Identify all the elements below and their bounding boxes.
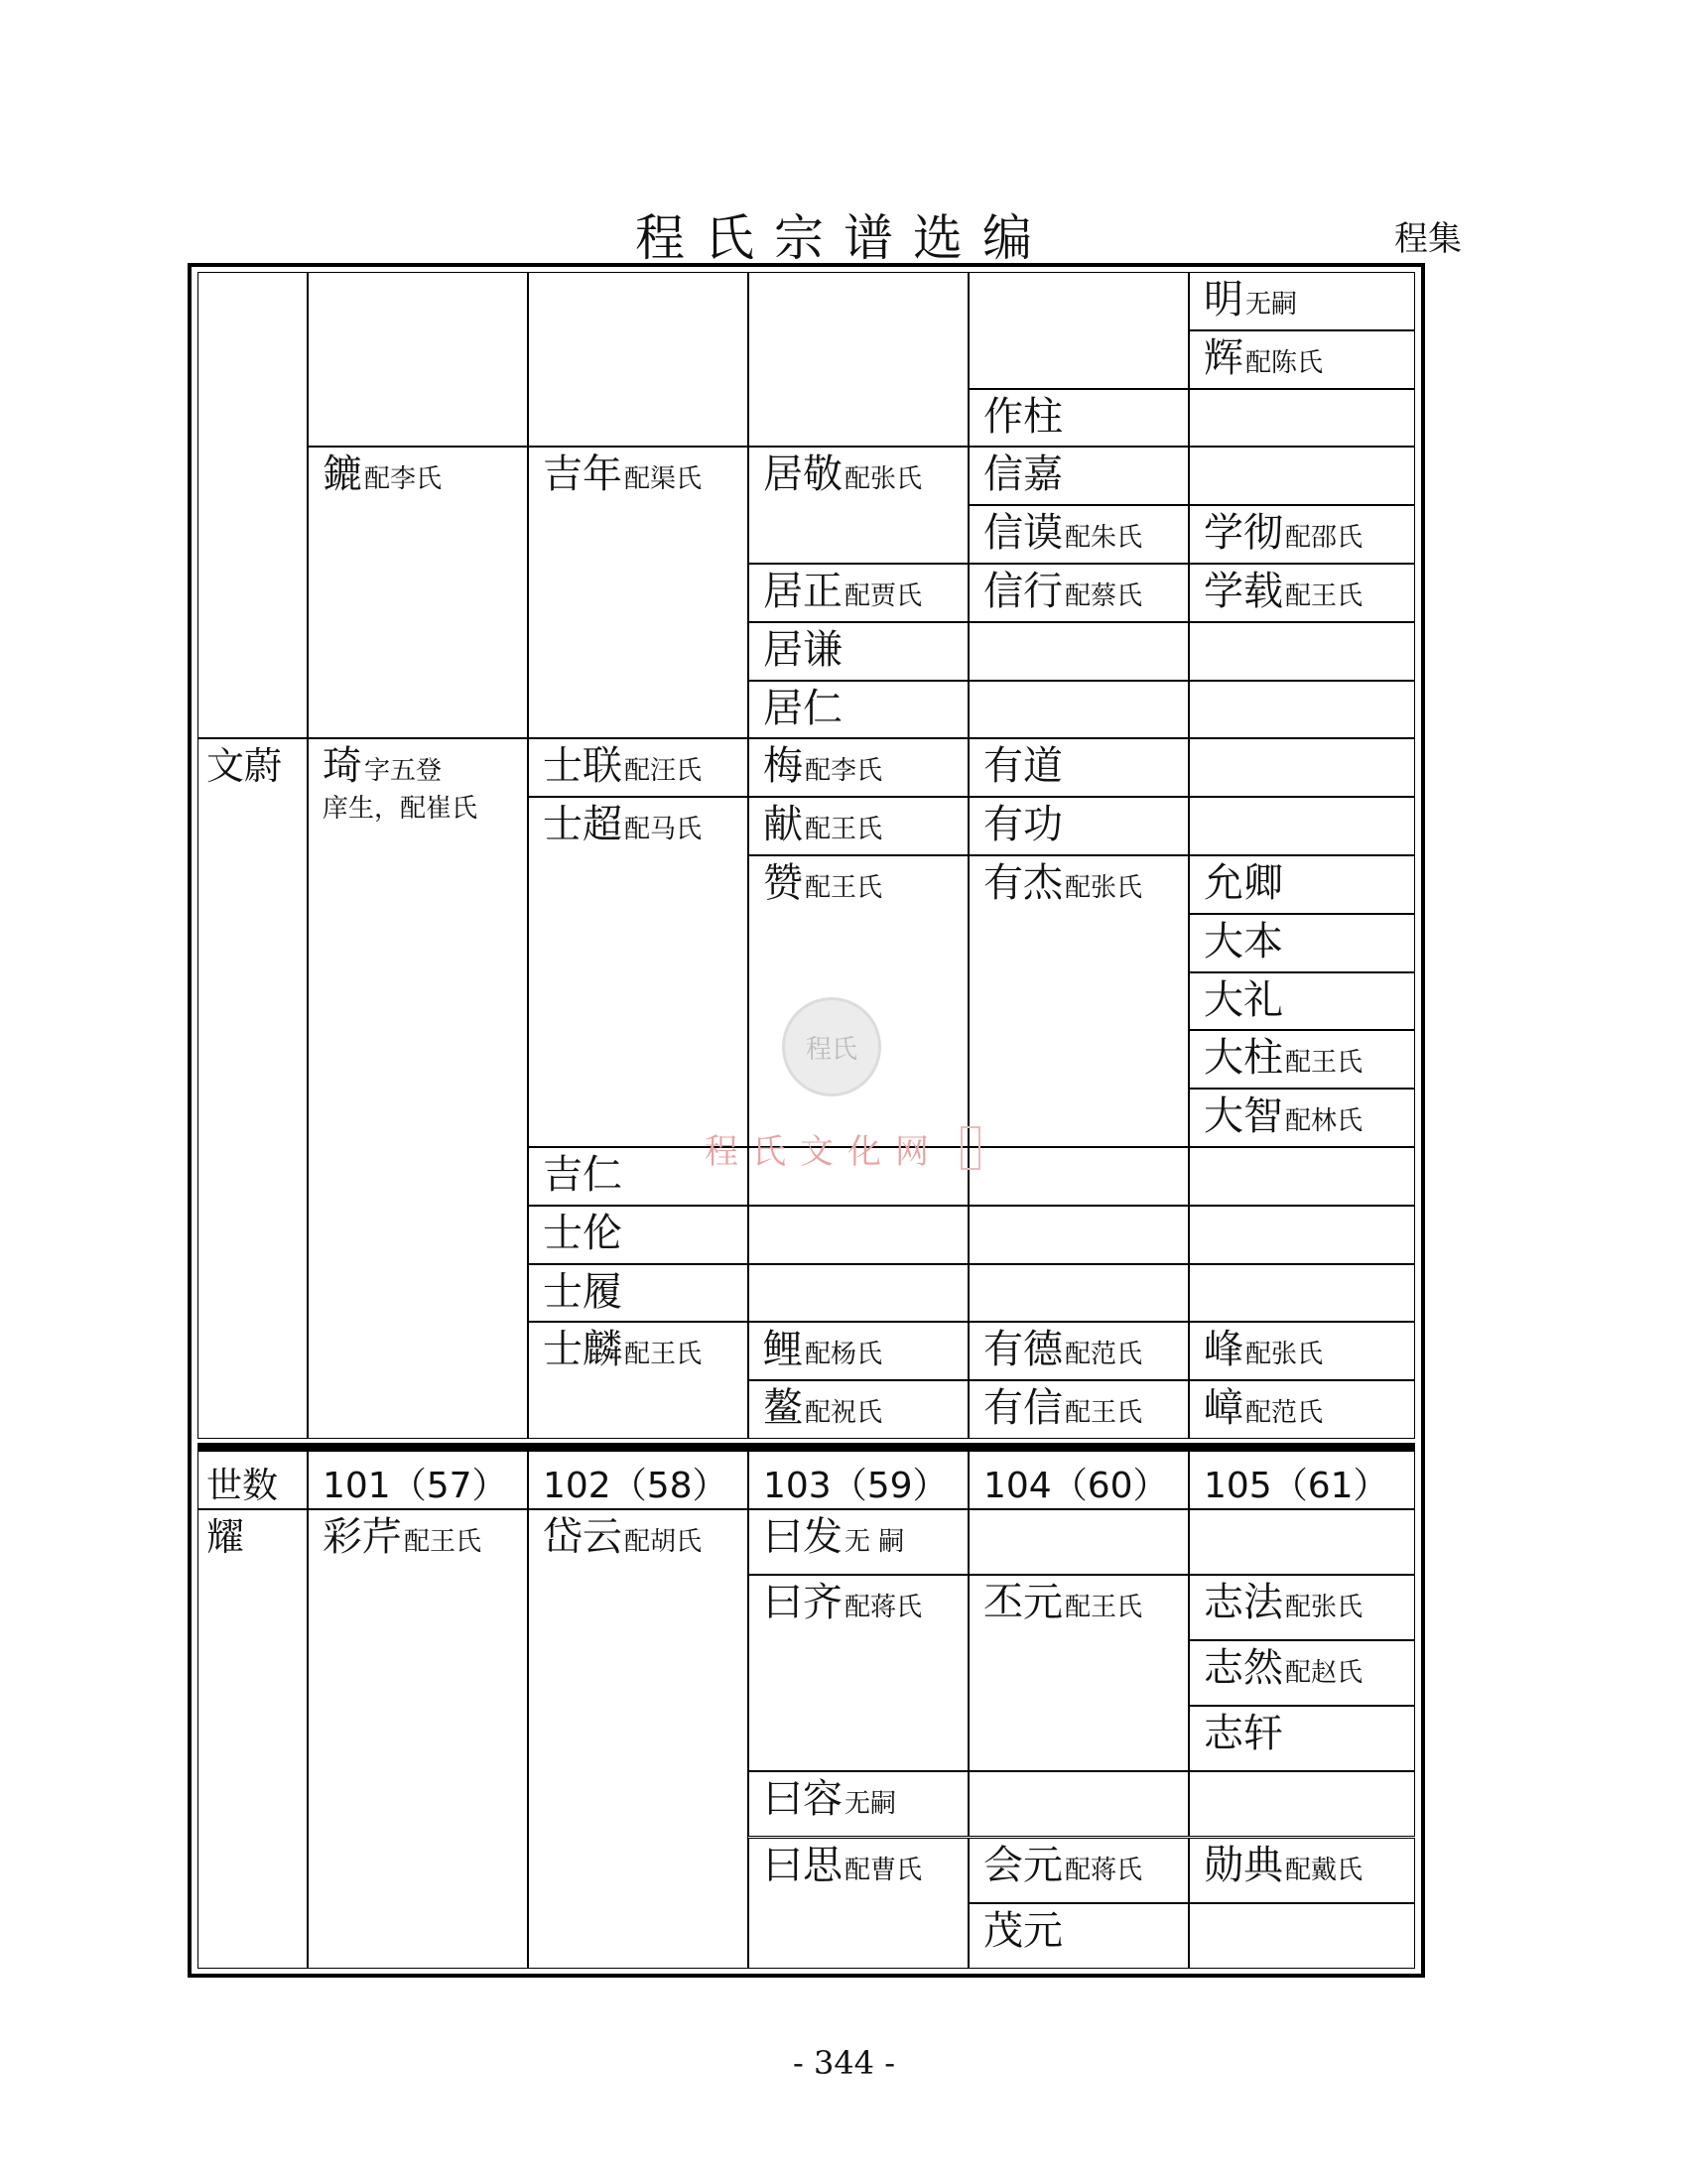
member-spouse: 配王氏 [1065,1593,1143,1623]
member-spouse: 无嗣 [844,1789,897,1820]
empty-cell [748,1264,969,1323]
member-cell [748,738,969,797]
member-name: 作柱 [983,393,1063,440]
member-spouse: 配祝氏 [805,1398,883,1429]
member-name: 有信 [983,1385,1063,1432]
member-name: 士超 [543,802,622,848]
member-cell [969,1575,1189,1771]
member-name: 居仁 [763,685,843,731]
page-subtitle: 程集 [1394,219,1462,259]
empty-cell [969,1509,1189,1575]
member-cell [748,797,969,855]
member-name: 曰容 [763,1776,843,1823]
member-spouse: 配马氏 [624,815,703,845]
member-name: 梅 [763,743,803,790]
member-cell [197,1509,308,1969]
member-cell [1189,330,1415,389]
member-name: 明 [1204,277,1243,322]
column-label: 104（60） [983,1466,1169,1506]
member-spouse: 配李氏 [364,464,443,495]
member-cell [748,622,969,681]
member-cell [1189,1575,1415,1640]
member-name: 献 [763,802,803,848]
member-spouse: 无嗣 [1245,290,1298,320]
member-name: 居敬 [763,451,843,498]
member-cell [969,389,1189,448]
empty-cell [969,681,1189,739]
generation-header [197,1451,308,1509]
member-cell [969,1322,1189,1380]
member-cell [969,564,1189,622]
member-cell [748,1380,969,1439]
member-spouse: 配汪氏 [624,756,703,787]
member-cell [969,855,1189,1147]
empty-cell [1189,1206,1415,1264]
empty-cell [1189,1509,1415,1575]
member-name: 大智 [1204,1093,1283,1140]
empty-cell [1189,1264,1415,1323]
member-name: 居谦 [763,626,843,673]
watermark-seal [782,997,881,1096]
member-spouse: 配贾氏 [844,581,923,611]
generation-column-header [1189,1451,1415,1509]
member-cell [969,797,1189,855]
empty-cell [969,622,1189,681]
member-spouse: 配渠氏 [624,464,703,495]
member-name: 学载 [1204,569,1283,614]
member-name: 赞 [763,860,803,906]
member-name: 茂元 [983,1907,1063,1954]
member-spouse: 配林氏 [1285,1106,1363,1137]
member-name: 勋典 [1204,1842,1283,1888]
member-name: 曰发 [763,1514,843,1560]
member-cell [528,738,748,797]
member-cell [1189,505,1415,564]
member-name: 曰思 [763,1842,843,1888]
member-spouse: 配胡氏 [624,1527,703,1557]
column-label: 世数 [206,1466,279,1506]
empty-cell [1189,797,1415,855]
member-cell [969,505,1189,564]
member-cell [748,1509,969,1575]
member-name: 耀 [206,1515,245,1559]
member-cell [528,1264,748,1323]
generation-column-header [748,1451,969,1509]
member-spouse: 配张氏 [1285,1593,1363,1623]
watermark-stamp [961,1126,980,1170]
member-note: 庠生，配崔氏 [323,794,478,825]
member-name: 大本 [1204,918,1283,964]
member-name: 志然 [1204,1645,1283,1692]
member-cell [748,447,969,564]
member-cell [528,447,748,738]
member-cell [308,738,528,1439]
member-spouse: 配张氏 [844,464,923,495]
empty-cell [969,1264,1189,1323]
member-name: 有德 [983,1327,1063,1373]
member-spouse: 配王氏 [805,815,883,845]
member-cell [1189,1838,1415,1903]
member-cell [748,1575,969,1771]
member-spouse: 配范氏 [1245,1398,1324,1429]
empty-cell [1189,447,1415,505]
member-cell [969,738,1189,797]
member-name: 丕元 [983,1580,1063,1626]
generation-column-header [969,1451,1189,1509]
member-name: 嶂 [1204,1385,1243,1432]
member-name: 学彻 [1204,510,1283,557]
member-name: 琦 [323,743,362,790]
empty-cell [748,272,969,447]
member-spouse: 配张氏 [1245,1340,1324,1370]
member-cell [748,1771,969,1837]
member-cell [969,1380,1189,1439]
member-spouse: 配杨氏 [805,1340,883,1370]
member-name: 鲤 [763,1327,803,1373]
member-name: 有杰 [983,860,1063,906]
member-cell [197,738,308,1439]
member-cell [308,447,528,738]
member-name: 文蔚 [206,744,283,789]
member-name: 岱云 [543,1514,622,1560]
column-label: 103（59） [763,1466,949,1506]
section-divider [197,1443,1415,1452]
empty-cell [1189,738,1415,797]
page-title: 程氏宗谱选编 [635,209,1052,267]
member-cell [1189,1030,1415,1089]
member-cell [969,1903,1189,1969]
member-name: 鏕 [323,451,362,498]
empty-cell [748,1206,969,1264]
member-cell [969,447,1189,505]
empty-cell [308,272,528,447]
member-cell [1189,272,1415,330]
member-name: 大礼 [1204,976,1283,1023]
member-name: 辉 [1204,334,1243,381]
member-cell [1189,914,1415,972]
member-name: 吉年 [543,451,622,498]
watermark-text: 程氏文化网 [705,1132,943,1172]
member-spouse: 配朱氏 [1065,523,1143,554]
member-name: 士联 [543,743,622,790]
empty-cell [969,1206,1189,1264]
member-spouse: 配蒋氏 [1065,1855,1143,1885]
empty-cell [969,1771,1189,1837]
member-cell [528,1509,748,1969]
column-label: 101（57） [323,1466,508,1506]
member-cell [1189,855,1415,914]
empty-cell [1189,1771,1415,1837]
member-spouse: 配邵氏 [1285,523,1363,554]
empty-cell [969,1147,1189,1206]
member-name: 有道 [983,743,1063,790]
member-cell [1189,1322,1415,1380]
member-cell [1189,972,1415,1031]
member-name: 士履 [543,1268,622,1315]
member-spouse: 配范氏 [1065,1340,1143,1370]
member-cell [1189,564,1415,622]
watermark [705,997,982,1196]
member-spouse: 配蔡氏 [1065,581,1143,611]
member-name: 志法 [1204,1580,1283,1626]
member-cell [528,1206,748,1264]
generation-column-header [528,1451,748,1509]
member-cell [528,1322,748,1439]
empty-cell [969,272,1189,389]
member-name: 士麟 [543,1327,622,1373]
member-spouse: 配王氏 [1065,1398,1143,1429]
member-spouse: 字五登 [364,756,443,787]
page-number: - 344 - [792,2044,896,2082]
member-cell [748,1322,969,1380]
watermark-seal-text: 程氏 [805,1034,857,1065]
member-name: 吉仁 [543,1152,622,1198]
member-name: 士伦 [543,1210,622,1256]
empty-cell [1189,681,1415,739]
column-label: 105（61） [1204,1466,1389,1506]
empty-cell [1189,622,1415,681]
empty-cell [1189,389,1415,448]
member-spouse: 配李氏 [805,756,883,787]
member-spouse: 配王氏 [1285,1048,1363,1079]
member-spouse: 配戴氏 [1285,1855,1363,1885]
member-spouse: 配王氏 [404,1527,482,1557]
member-cell [1189,1089,1415,1147]
empty-cell [1189,1147,1415,1206]
empty-cell [197,272,308,738]
member-spouse: 配曹氏 [844,1855,923,1885]
member-name: 会元 [983,1842,1063,1888]
member-name: 彩芹 [323,1514,402,1560]
member-name: 曰齐 [763,1580,843,1626]
member-name: 信行 [983,569,1063,614]
member-spouse: 配王氏 [624,1340,703,1370]
empty-cell [528,272,748,447]
member-cell [1189,1706,1415,1771]
member-name: 居正 [763,569,843,614]
member-cell [748,681,969,739]
member-cell [748,564,969,622]
member-cell [308,1509,528,1969]
member-spouse: 无 嗣 [844,1527,905,1557]
member-spouse: 配王氏 [805,873,883,903]
generation-column-header [308,1451,528,1509]
member-cell [1189,1380,1415,1439]
member-spouse: 配王氏 [1285,581,1363,611]
member-name: 志轩 [1204,1711,1283,1757]
member-name: 信嘉 [983,451,1063,498]
member-cell [748,1838,969,1969]
member-spouse: 配赵氏 [1285,1658,1363,1689]
column-label: 102（58） [543,1466,728,1506]
member-name: 允卿 [1204,860,1283,906]
member-name: 有功 [983,802,1063,848]
member-spouse: 配陈氏 [1245,347,1324,378]
member-spouse: 配蒋氏 [844,1593,923,1623]
member-name: 大柱 [1204,1035,1283,1082]
member-spouse: 配张氏 [1065,873,1143,903]
member-cell [969,1838,1189,1903]
member-name: 鳌 [763,1385,803,1432]
member-name: 信谟 [983,510,1063,557]
member-cell [1189,1640,1415,1706]
member-name: 峰 [1204,1327,1243,1373]
empty-cell [1189,1903,1415,1969]
